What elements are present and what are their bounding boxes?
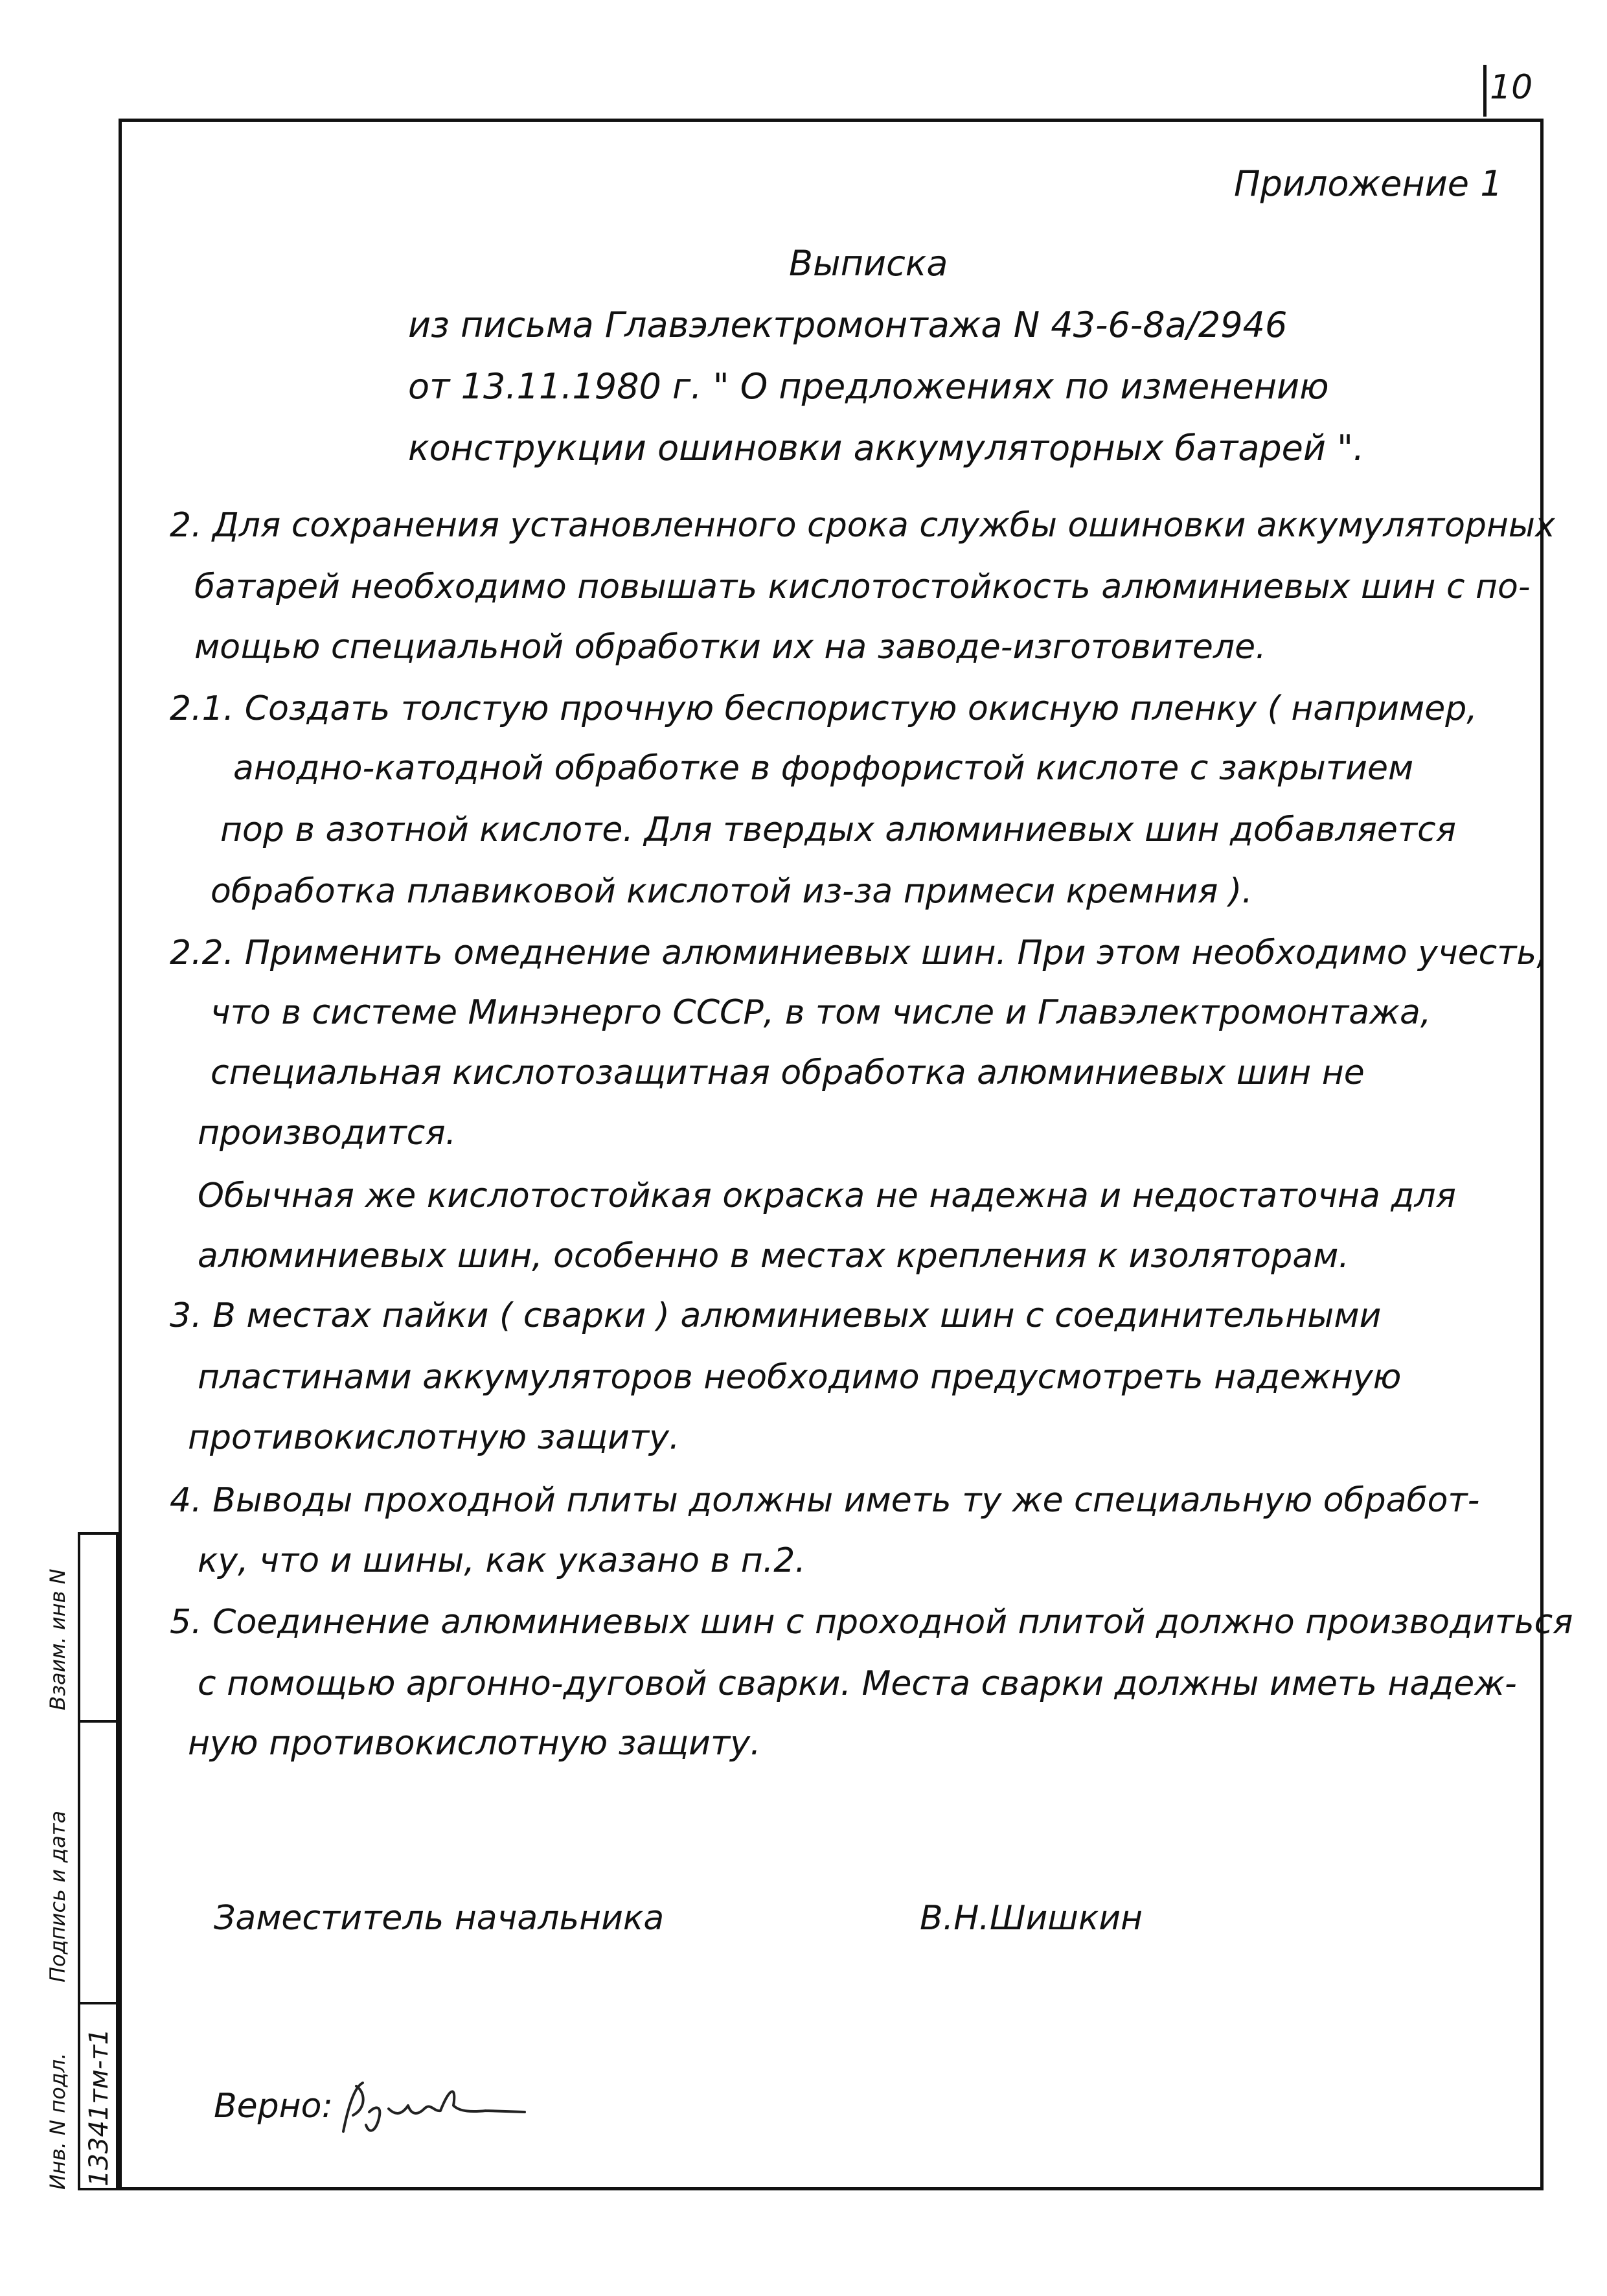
body-line: производится.	[198, 1114, 457, 1153]
page-number-tick	[1483, 65, 1487, 117]
title-heading: Выписка	[789, 243, 948, 284]
body-line: пластинами аккумуляторов необходимо предусмотреть надежную	[198, 1358, 1402, 1397]
side-stamp-label-inventory: Инв. N подл.	[45, 2052, 70, 2190]
side-stamp-number: 13341тм-т1	[84, 2028, 114, 2187]
body-line: 2.2. Применить омеднение алюминиевых шин. При этом необходимо учесть,	[170, 934, 1547, 972]
body-line: алюминиевых шин, особенно в местах крепления к изоляторам.	[198, 1237, 1349, 1276]
verified-label: Верно:	[214, 2087, 334, 2126]
body-line: 4. Выводы проходной плиты должны иметь ту же специальную обработ-	[170, 1481, 1480, 1520]
body-line: 5. Соединение алюминиевых шин с проходной плитой должно производиться	[170, 1603, 1573, 1642]
body-line: противокислотную защиту.	[188, 1418, 680, 1457]
handwritten-signature	[337, 2073, 531, 2144]
body-line: батарей необходимо повышать кислотостойкость алюминиевых шин с по-	[194, 568, 1531, 606]
signatory-name: В.Н.Шишкин	[920, 1899, 1143, 1938]
appendix-label: Приложение 1	[1234, 163, 1503, 204]
body-line: ку, что и шины, как указано в п.2.	[198, 1541, 806, 1580]
body-line: анодно-катодной обработке в форфористой кислоте с закрытием	[233, 749, 1414, 788]
page-number: 10	[1490, 68, 1533, 107]
side-stamp-label-mutual: Взаим. инв N	[45, 1568, 70, 1710]
signatory-position: Заместитель начальника	[214, 1899, 665, 1938]
body-line: 2. Для сохранения установленного срока службы ошиновки аккумуляторных	[170, 506, 1555, 545]
title-line-3: от 13.11.1980 г. " О предложениях по изменению	[408, 366, 1329, 407]
body-line: с помощью аргонно-дуговой сварки. Места сварки должны иметь надеж-	[198, 1664, 1517, 1703]
body-line: 2.1. Создать толстую прочную беспористую окисную пленку ( например,	[170, 689, 1477, 728]
side-stamp-label-signature: Подпись и дата	[45, 1810, 70, 1982]
title-line-4: конструкции ошиновки аккумуляторных батарей ".	[408, 428, 1365, 468]
body-line: специальная кислотозащитная обработка алюминиевых шин не	[211, 1053, 1365, 1092]
body-line: Обычная же кислотостойкая окраска не надежна и недостаточна для	[198, 1177, 1456, 1215]
body-line: мощью специальной обработки их на заводе-изготовителе.	[194, 628, 1266, 667]
body-line: ную противокислотную защиту.	[188, 1724, 761, 1763]
body-line: обработка плавиковой кислотой из-за примеси кремния ).	[211, 872, 1253, 911]
title-line-2: из письма Главэлектромонтажа N 43-6-8а/2946	[408, 304, 1288, 345]
body-line: пор в азотной кислоте. Для твердых алюминиевых шин добавляется	[220, 810, 1457, 849]
body-line: 3. В местах пайки ( сварки ) алюминиевых шин с соединительными	[170, 1296, 1382, 1335]
body-line: что в системе Минэнерго СССР, в том числе и Главэлектромонтажа,	[211, 993, 1431, 1032]
